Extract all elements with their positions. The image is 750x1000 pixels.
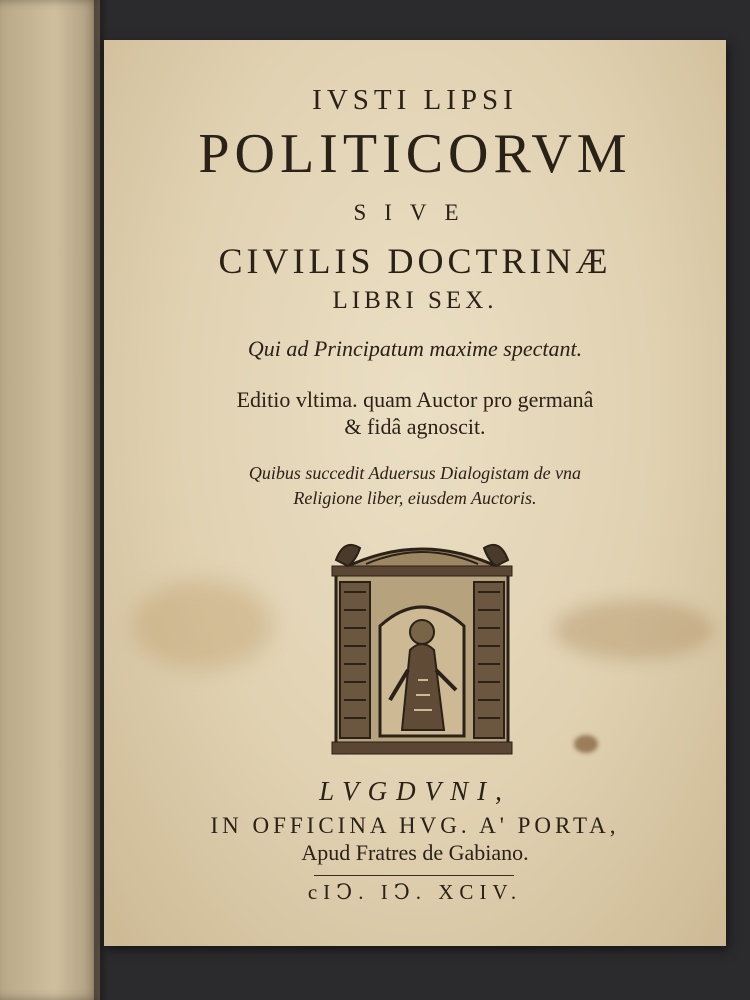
edition-line: & fidâ agnoscit. bbox=[344, 414, 486, 439]
appendix-line: Religione liber, eiusdem Auctoris. bbox=[293, 488, 537, 508]
sive-line: SIVE bbox=[353, 200, 477, 225]
qui-line: Qui ad Principatum maxime spectant. bbox=[247, 336, 583, 361]
libri-line: LIBRI SEX. bbox=[332, 287, 498, 314]
place-of-publication: LVGDVNI, bbox=[319, 776, 511, 806]
foxing-stain bbox=[574, 735, 598, 753]
main-title: POLITICORVM bbox=[198, 123, 632, 185]
author-line: IVSTI LIPSI bbox=[312, 84, 518, 116]
edition-line: Editio vltima. quam Auctor pro germanâ bbox=[236, 387, 594, 412]
printers-device-woodcut bbox=[330, 530, 514, 756]
date-rule bbox=[314, 875, 514, 876]
publisher-line: Apud Fratres de Gabiano. bbox=[301, 840, 529, 865]
printer-line: IN OFFICINA HVG. A' PORTA, bbox=[210, 813, 620, 838]
foxing-stain bbox=[132, 580, 272, 670]
left-page bbox=[0, 0, 100, 1000]
appendix-line: Quibus succedit Aduersus Dialogistam de vna bbox=[248, 463, 582, 483]
title-page bbox=[104, 40, 726, 946]
foxing-stain bbox=[554, 600, 714, 660]
subtitle: CIVILIS DOCTRINÆ bbox=[218, 241, 612, 281]
publication-date: cIↃ. IↃ. XCIV. bbox=[307, 880, 523, 904]
